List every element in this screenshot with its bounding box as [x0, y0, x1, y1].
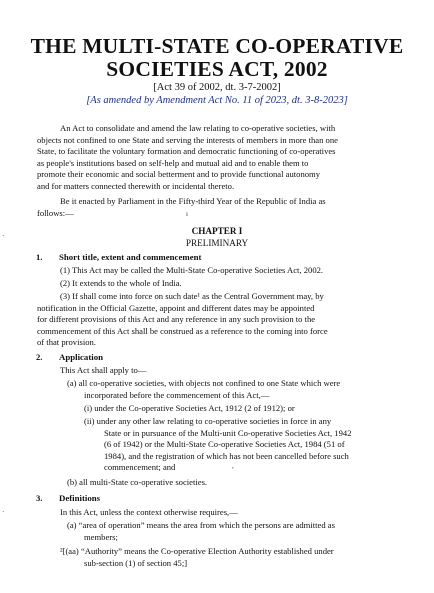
act-title-line-2: SOCIETIES ACT, 2002 [106, 57, 328, 81]
clause-line: 1984), and the registration of which has not been cancelled before such [104, 450, 349, 461]
enactment-line: Be it enacted by Parliament in the Fifty-third Year of the Republic of India as [60, 196, 326, 206]
clause-line: State or in pursuance of the Multi-unit Co-operative Societies Act, 1942 [104, 427, 352, 438]
clause-line: (i) under the Co-operative Societies Act, 1912 (2 of 1912); or [84, 403, 295, 413]
chapter-number: CHAPTER I [191, 226, 243, 236]
clause-line: (ii) under any other law relating to co-operative societies in force in any [84, 416, 332, 426]
clause-line: members; [84, 531, 118, 542]
section-number: 3. [36, 493, 43, 503]
act-reference: [Act 39 of 2002, dt. 3-7-2002] [153, 82, 281, 93]
subsection-line: notification in the Official Gazette, appoint and different dates may be appointed [37, 302, 315, 313]
subsection-line: (1) This Act may be called the Multi-State Co-operative Societies Act, 2002. [60, 265, 324, 275]
subsection-line: of that provision. [37, 337, 96, 347]
subsection-line: for different provisions of this Act and any reference in any such provision to the [37, 314, 316, 324]
clause-line: (b) all multi-State co-operative societies. [67, 477, 208, 487]
act-title-line-1: THE MULTI-STATE CO-OPERATIVE [30, 34, 404, 58]
preamble-line: as people's institutions based on self-help and mutual aid and to enable them to [37, 157, 309, 168]
section-heading: Short title, extent and commencement [59, 252, 202, 262]
section-number: 2. [36, 352, 43, 362]
preamble-line: An Act to consolidate and amend the law relating to co-operative societies, with [60, 123, 336, 133]
clause-line: (6 of 1942) or the Multi-State Co-operative Societies Act, 1984 (51 of [104, 439, 345, 449]
section-intro: This Act shall apply to— [60, 365, 147, 375]
clause-line: ²[(aa) “Authority” means the Co-operative Election Authority established under [60, 546, 334, 556]
clause-line: commencement; and [104, 462, 176, 472]
subsection-line: (2) It extends to the whole of India. [60, 278, 182, 288]
scan-speck: · [2, 508, 5, 516]
scan-speck: , [232, 462, 234, 470]
section-heading: Definitions [59, 493, 101, 503]
preamble-line: State, to facilitate the voluntary formation and democratic functioning of co-operatives [37, 146, 336, 156]
scan-speck: · [2, 232, 5, 240]
subsection-line: commencement of this Act shall be construed as a reference to the coming into force [37, 325, 328, 336]
clause-line: (a) “area of operation” means the area from which the persons are admitted as [67, 520, 335, 530]
preamble-line: and for matters connected therewith or incidental thereto. [37, 180, 235, 191]
enactment-line: follows:— [37, 207, 74, 218]
preamble-line: promote their economic and social betterment and to provide functional autonomy [37, 169, 321, 179]
subsection-line: (3) If shall come into force on such date¹ as the Central Government may, by [60, 291, 324, 301]
section-intro: In this Act, unless the context otherwise requires,— [60, 507, 238, 517]
scan-speck: ı [186, 210, 188, 218]
section-heading: Application [59, 352, 103, 362]
clause-line: (a) all co-operative societies, with objects not confined to one State which were [67, 378, 341, 388]
preamble-line: objects not confined to one State and serving the interests of members in more than one [37, 134, 338, 145]
chapter-title: PRELIMINARY [185, 238, 249, 248]
clause-line: sub-section (1) of section 45;] [84, 557, 188, 568]
section-number: 1. [36, 252, 43, 262]
amendment-note: [As amended by Amendment Act No. 11 of 2023, dt. 3-8-2023] [86, 95, 348, 106]
clause-line: incorporated before the commencement of this Act,— [84, 389, 270, 400]
